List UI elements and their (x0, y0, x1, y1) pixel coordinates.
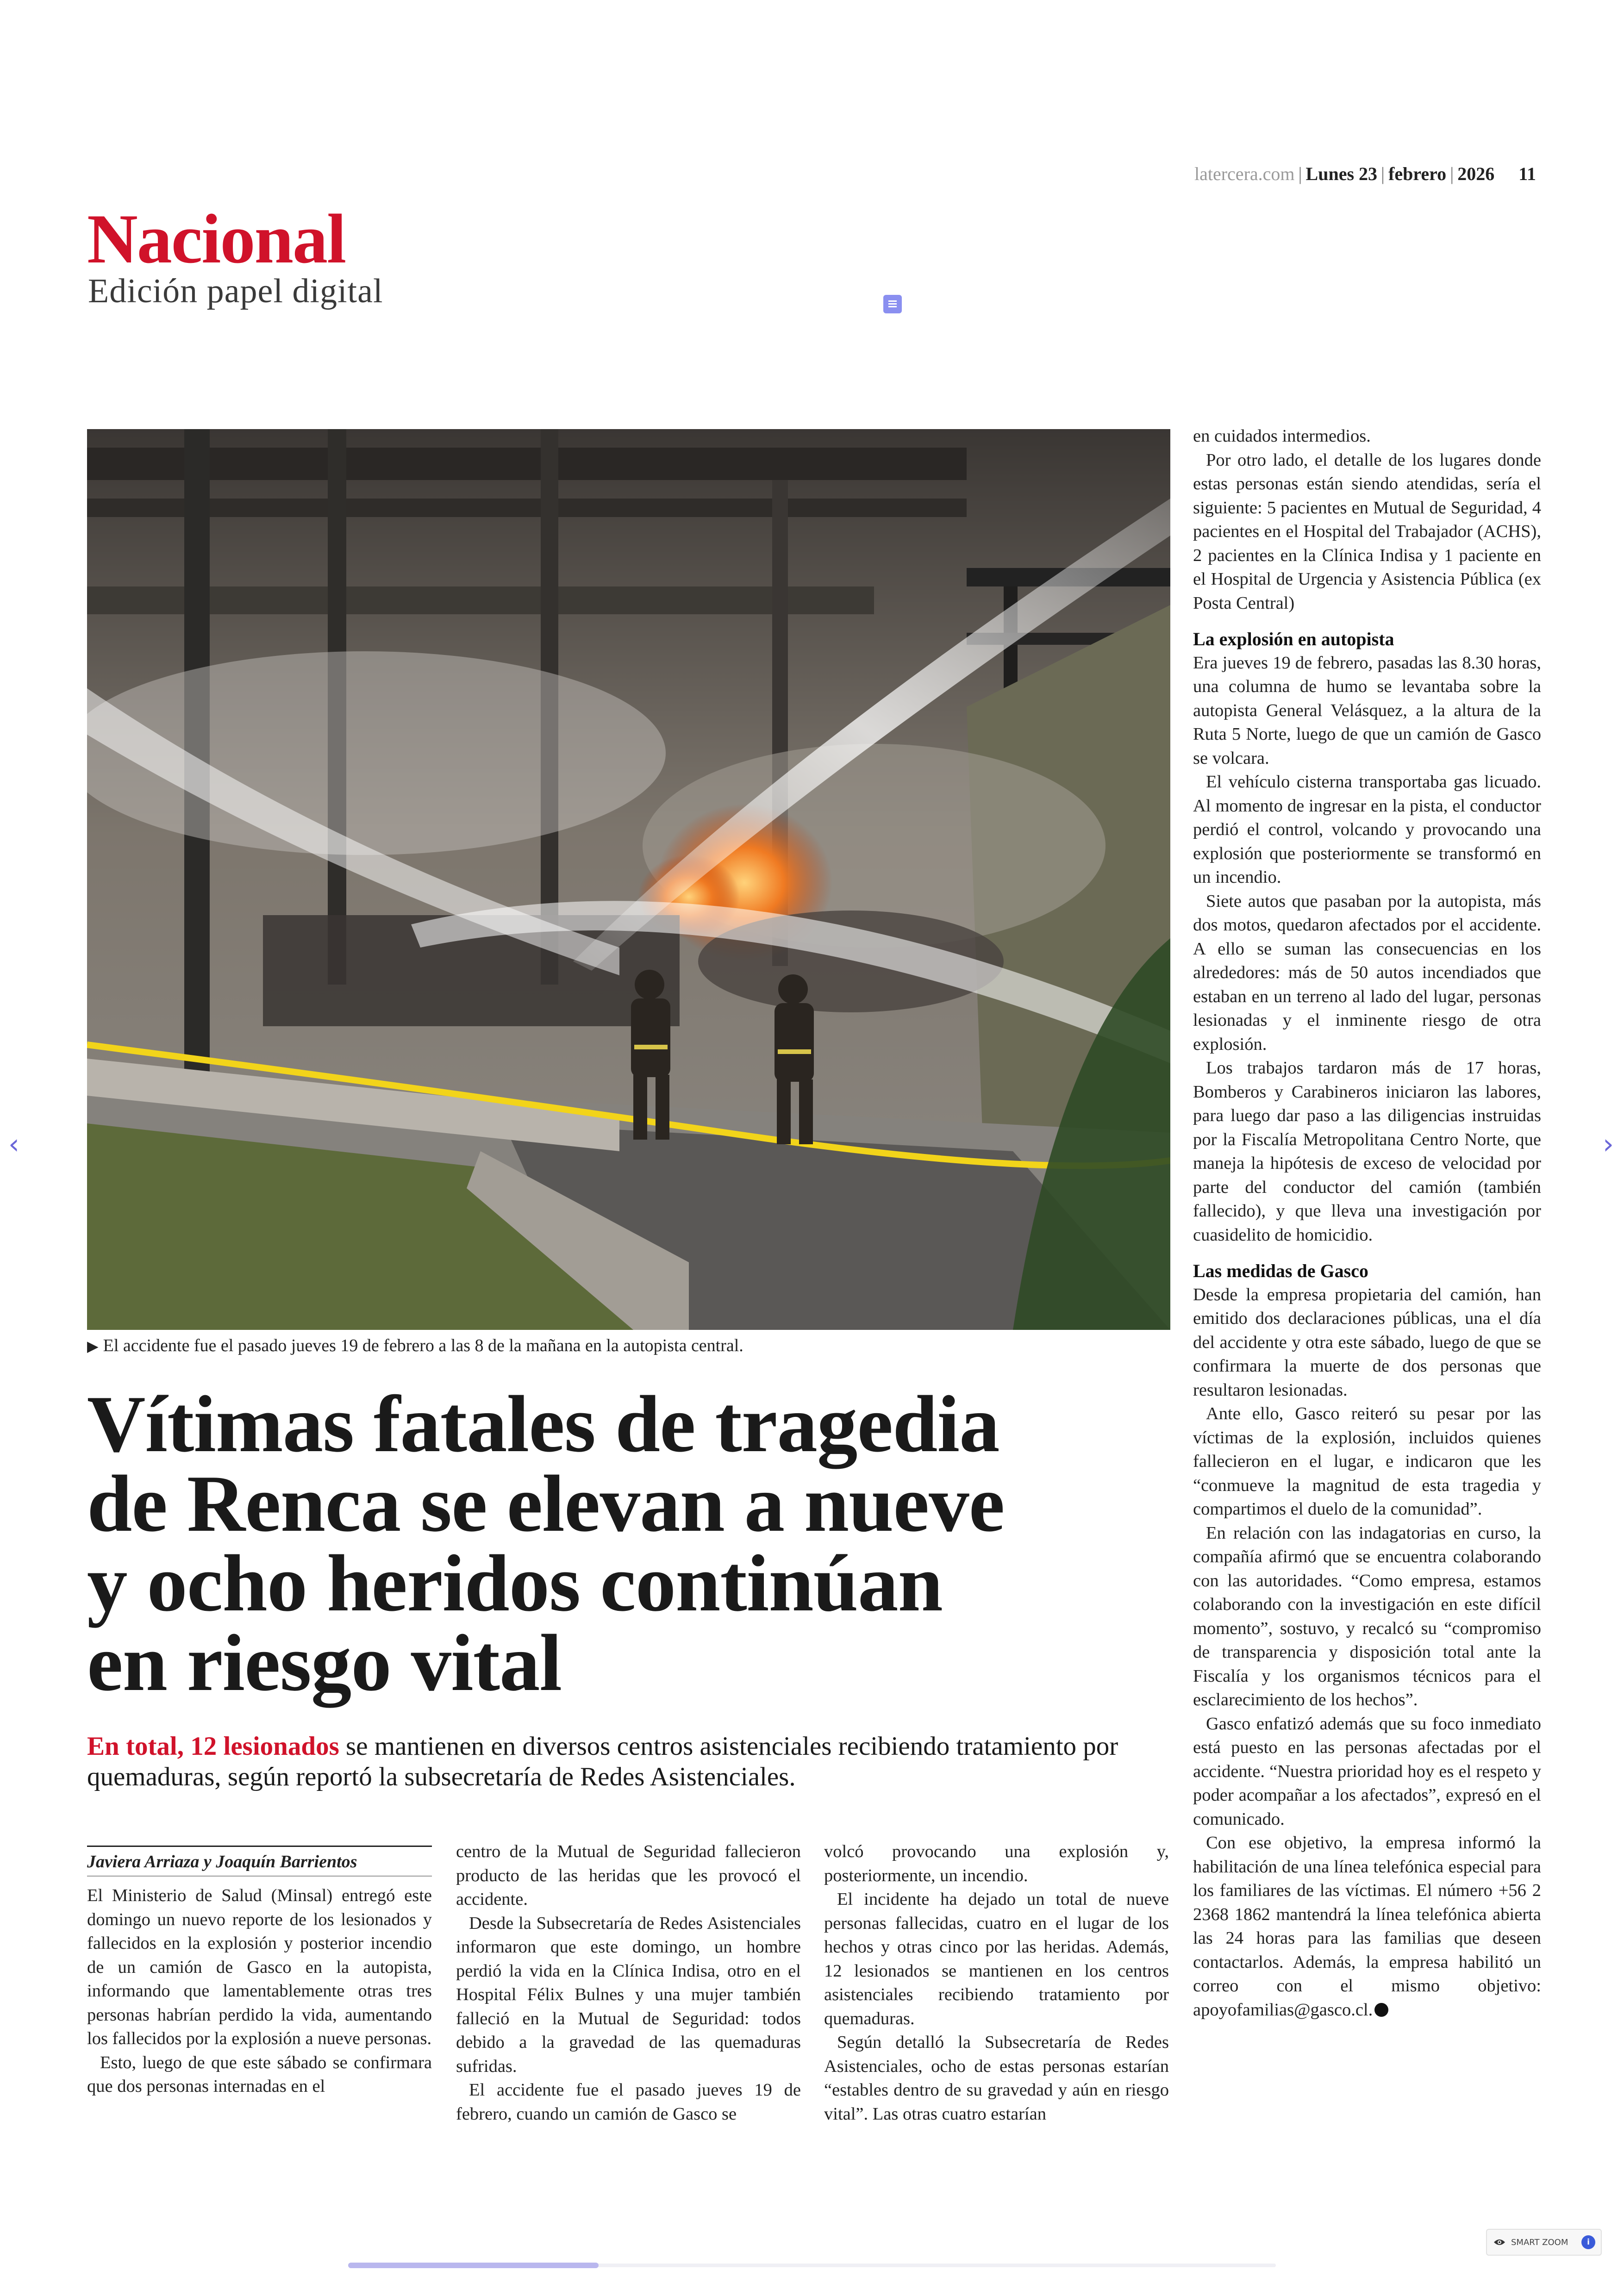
paragraph: El Ministerio de Salud (Minsal) entregó este domingo un nuevo reporte de los lesionados y fallecidos en la explosión y posterior incendio de un camión de Gasco en la autopista, informando que lamentablemente otras tres personas habrían perdido la vida, aumentando los fallecidos por la explosión a nueve personas. (87, 1886, 432, 2048)
paragraph-last (1193, 1831, 1541, 2022)
paragraph: Por otro lado, el detalle de los lugares donde estas personas están siendo atendidas, sería el siguiente: 5 pacientes en Mutual de Seguridad, 4 pacientes en el Hospital del Trabajador (ACHS), 2 pacientes en la Clínica Indisa y 1 paciente en el Hospital de Urgencia y Asistencia Pública (ex Posta Central) (1193, 450, 1541, 613)
article-dek (87, 1731, 1166, 1792)
paragraph: Esto, luego de que este sábado se confirmara que dos personas internadas en el (87, 2052, 432, 2096)
byline: Javiera Arriaza y Joaquín Barrientos (87, 1846, 432, 1877)
article-photo (87, 429, 1170, 1330)
paragraph: El incidente ha dejado un total de nueve personas fallecidas, cuatro en el lugar de los hechos y otras cinco por las heridas. Además, 12 lesionados se mantienen en los centros asistenciales recibiendo tratamiento por quemaduras. (824, 1890, 1169, 2028)
smart-zoom-button[interactable] (1486, 2229, 1602, 2256)
paragraph: centro de la Mutual de Seguridad fallecieron producto de las heridas que les provocó el accidente. (456, 1842, 801, 1909)
headline-line: y ocho heridos continúan (87, 1538, 943, 1628)
headline-line: Vítimas fatales de tragedia (87, 1379, 999, 1469)
paragraph: volcó provocando una explosión y, posteriormente, un incendio. (824, 1842, 1169, 1885)
body-column-2 (456, 1840, 801, 2126)
issue-month: febrero (1388, 163, 1447, 184)
paragraph: Ante ello, Gasco reiteró su pesar por las víctimas de la explosión, incluidos quienes fallecieron en el lugar, e indicaron que les “conmueve la magnitud de esta tragedia y compartimos el duelo de la comunidad”. (1193, 1404, 1541, 1519)
eye-icon (1493, 2239, 1505, 2246)
paragraph: en cuidados intermedios. (1193, 426, 1371, 446)
page-number: 11 (1518, 163, 1536, 184)
body-column-1 (87, 1884, 432, 2099)
paragraph: Desde la empresa propietaria del camión, han emitido dos declaraciones públicas, una el día del accidente y otra este sábado, luego de que se confirmara la muerte de dos personas que resultaron lesionadas. (1193, 1285, 1541, 1400)
info-badge-icon[interactable]: i (1581, 2235, 1595, 2249)
paragraph: Era jueves 19 de febrero, pasadas las 8.30 horas, una columna de humo se levantaba sobre la autopista General Velásquez, a la altura de la Ruta 5 Norte, luego de que un camión de Gasco se volcara. (1193, 653, 1541, 768)
subhead-gasco: Las medidas de Gasco (1193, 1260, 1368, 1281)
paragraph: Los trabajos tardaron más de 17 horas, Bomberos y Carabineros iniciaron las labores, para luego dar paso a las diligencias instruidas por la Fiscalía Metropolitana Centro Norte, que maneja la hipótesis de exceso de velocidad por parte del conductor del camión (también fallecido), y que lleva una investigación por cuasidelito de homicidio. (1193, 1058, 1541, 1245)
dek-lead: En total, 12 lesionados (87, 1732, 339, 1761)
end-mark-icon (1374, 2003, 1388, 2017)
headline-line: de Renca se elevan a nueve (87, 1459, 1005, 1548)
headline-line: en riesgo vital (87, 1618, 562, 1708)
body-column-4 (1193, 424, 1541, 2022)
paragraph: El vehículo cisterna transportaba gas licuado. Al momento de ingresar en la pista, el conductor perdió el control, volcando y provocando una explosión que posteriormente se transformó en un incendio. (1193, 772, 1541, 887)
page-scrollbar-thumb[interactable] (348, 2263, 599, 2268)
paragraph: En relación con las indagatorias en curso, la compañía afirmó que se encuentra colaborando con las autoridades. “Como empresa, estamos colaborando con la investigación en este difícil momento”, sostuvo, y recalcó su “compromiso de transparencia y disposición total ante la Fiscalía y los organismos técnicos para el esclarecimiento de los hechos”. (1193, 1523, 1541, 1709)
photo-caption (87, 1335, 743, 1356)
masthead-info: latercera.com | Lunes 23 | febrero | 2026 11 (1194, 163, 1536, 184)
body-column-3 (824, 1840, 1169, 2126)
paragraph: Gasco enfatizó además que su foco inmediato está puesto en las personas afectadas por el accidente. “Nuestra prioridad hoy es el respeto y poder acompañar a los afectados”, expresó en el comunicado. (1193, 1714, 1541, 1829)
paragraph: Según detalló la Subsecretaría de Redes Asistenciales, ocho de estas personas estarían “estables dentro de su gravedad y aún en riesgo vital”. Las otras cuatro estarían (824, 2033, 1169, 2124)
section-title: Nacional (87, 200, 346, 278)
subhead-explosion: La explosión en autopista (1193, 629, 1394, 649)
previous-page-button[interactable]: ‹ (8, 1128, 19, 1160)
issue-day: Lunes 23 (1305, 163, 1378, 184)
caption-triangle-icon: ▶ (87, 1338, 99, 1354)
next-page-button[interactable]: › (1603, 1128, 1614, 1160)
issue-year: 2026 (1457, 163, 1495, 184)
smart-zoom-label: SMART ZOOM (1511, 2237, 1568, 2247)
article-headline (87, 1379, 1166, 1708)
site-name: latercera.com (1194, 163, 1295, 184)
photo-caption-text: El accidente fue el pasado jueves 19 de febrero a las 8 de la mañana en la autopista central. (103, 1336, 743, 1355)
paragraph: Siete autos que pasaban por la autopista, más dos motos, quedaron afectados por el accidente. A ello se suman las consecuencias en los alrededores: más de 50 autos incendiados que estaban en un terreno al lado del lugar, personas lesionadas y el inminente riesgo de otra explosión. (1193, 891, 1541, 1054)
edition-subtitle: Edición papel digital (88, 272, 383, 310)
paragraph: Desde la Subsecretaría de Redes Asistenciales informaron que este domingo, un hombre perdió la vida en la Clínica Indisa, otro en el Hospital Félix Bulnes y una mujer también falleció en la Mutual de Seguridad: todos debido a la gravedad de las quemaduras sufridas. (456, 1913, 801, 2076)
paragraph-last-text: Con ese objetivo, la empresa informó la habilitación de una línea telefónica especial para los familiares de las víctimas. El número +56 2 2368 1862 mantendrá la línea telefónica abierta las 24 horas para las familias que deseen contactarlos. Además, la empresa habilitó un correo con el mismo objetivo: apoyofamilias@gasco.cl. (1193, 1833, 1541, 2020)
note-icon[interactable] (883, 295, 902, 313)
paragraph: El accidente fue el pasado jueves 19 de febrero, cuando un camión de Gasco se (456, 2080, 801, 2124)
dek-text: se mantienen en diversos centros asistenciales recibiendo tratamiento por quemaduras, según reportó la subsecretaría de Redes Asistenciales. (87, 1732, 1118, 1791)
